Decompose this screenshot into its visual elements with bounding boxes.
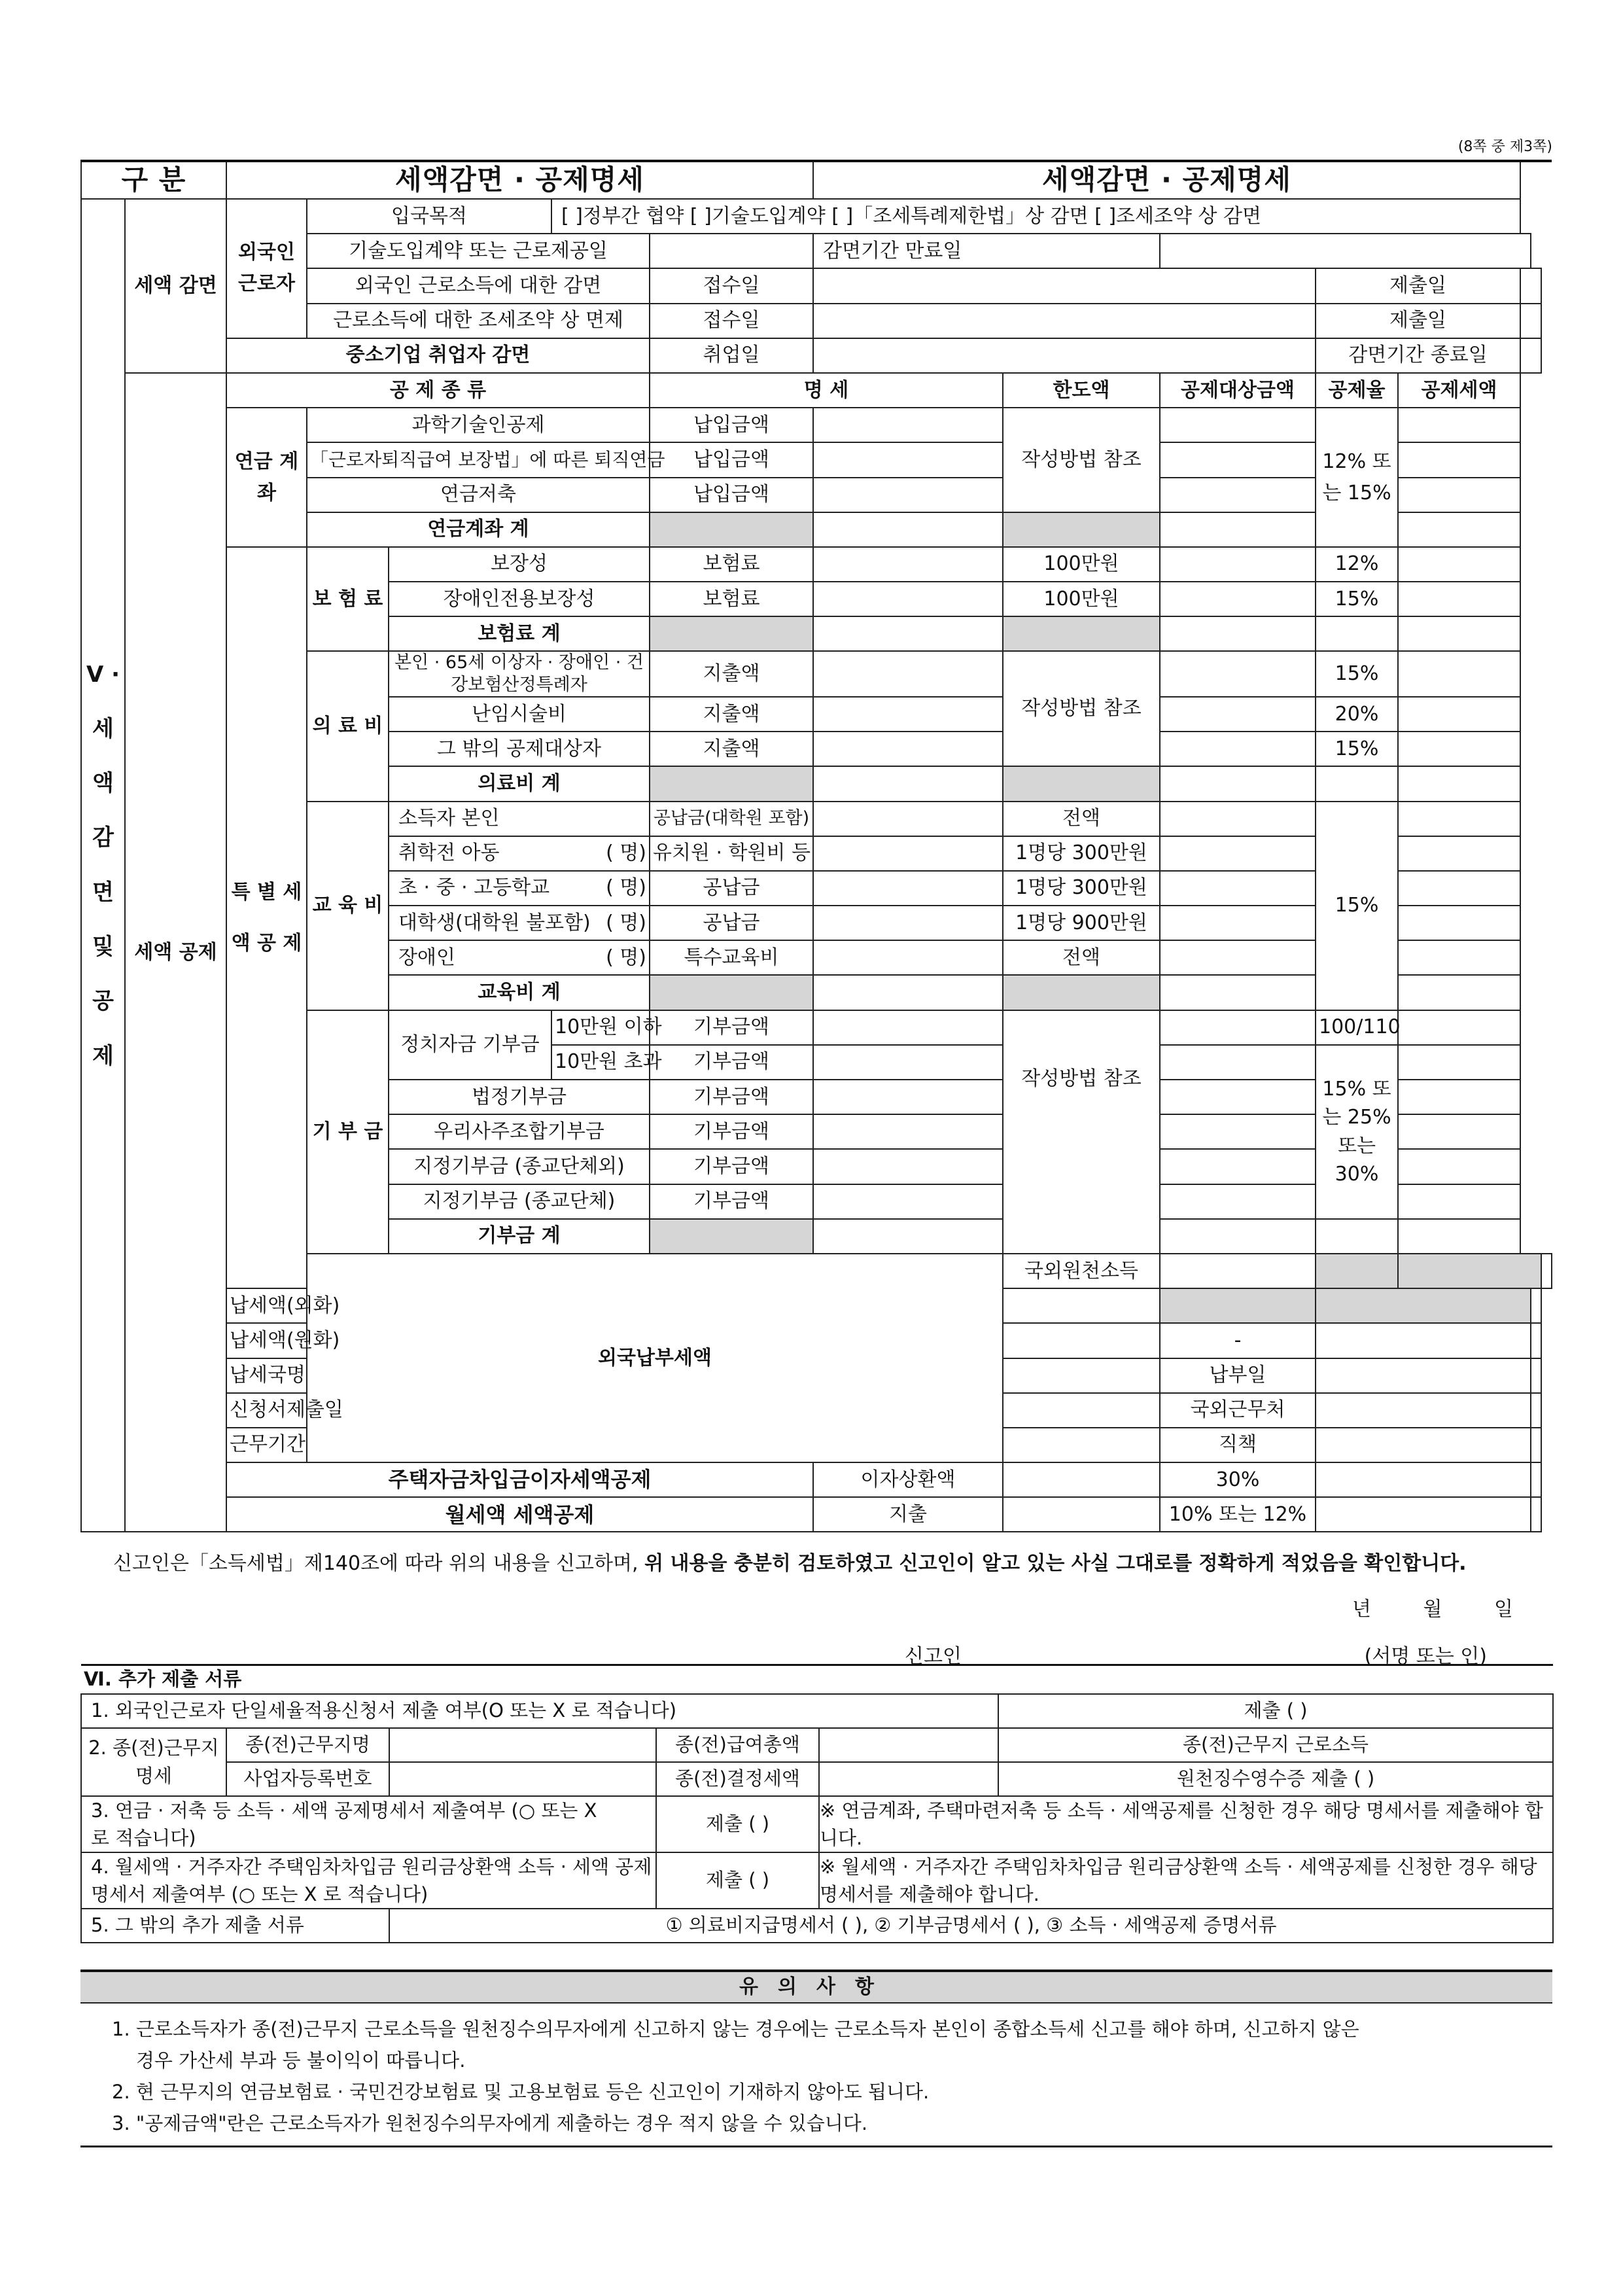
insurance-total-target[interactable] xyxy=(1160,616,1316,651)
insurance-total-amount[interactable] xyxy=(1398,616,1520,651)
r4-submit[interactable]: 제출 ( ) xyxy=(656,1852,819,1909)
rent-amount[interactable] xyxy=(1531,1497,1541,1532)
r2-right-line1: 종(전)근무지 근로소득 xyxy=(998,1728,1553,1762)
donation-amount-input[interactable] xyxy=(1398,1010,1520,1045)
grey-cell xyxy=(1003,766,1160,801)
signature-field[interactable]: (서명 또는 인) xyxy=(1364,1645,1487,1668)
rent-label: 월세액 세액공제 xyxy=(226,1497,813,1532)
foreign-tax-amount[interactable] xyxy=(1541,1254,1552,1288)
pension-row-name: 연금저축 xyxy=(307,478,650,512)
donation-amount-input[interactable] xyxy=(1398,1184,1520,1219)
note-item: 3. "공제금액"란은 근로소득자가 원천징수의무자에게 제출하는 경우 적지 않을 수 있습니다. xyxy=(112,2111,868,2134)
r3-note: ※ 연금계좌, 주택마련저축 등 소득 · 세액공제를 신청한 경우 해당 명세서를 제출해야 합니다. xyxy=(819,1796,1553,1852)
grey-cell xyxy=(650,975,813,1010)
income-reduction-label: 외국인 근로소득에 대한 감면 xyxy=(307,268,650,303)
pension-total-amount[interactable] xyxy=(1398,512,1520,547)
medical-row-name: 난임시술비 xyxy=(389,697,650,732)
education-row-input[interactable] xyxy=(813,802,1003,836)
grey-cell xyxy=(650,766,813,801)
foreign-tax-item: 국외원천소득 xyxy=(1003,1254,1160,1288)
insurance-row-rate: 15% xyxy=(1316,582,1398,616)
foreign-tax-limit: 직책 xyxy=(1160,1428,1316,1462)
donation-label: 기 부 금 xyxy=(307,1010,389,1254)
rent-limit: 10% 또는 12% xyxy=(1160,1497,1316,1532)
education-label: 교 육 비 xyxy=(307,802,389,1010)
donation-total-rate xyxy=(1316,1219,1398,1254)
pension-total-target[interactable] xyxy=(1160,512,1316,547)
housing-item: 이자상환액 xyxy=(813,1462,1003,1497)
donation-row-input[interactable] xyxy=(813,1184,1003,1219)
education-row-input[interactable] xyxy=(813,940,1003,975)
insurance-total-input[interactable] xyxy=(813,616,1003,651)
medical-amount-input[interactable] xyxy=(1398,732,1520,766)
education-total-label: 교육비 계 xyxy=(389,975,650,1010)
pension-amount-input[interactable] xyxy=(1398,442,1520,477)
pension-row-input[interactable] xyxy=(813,478,1003,512)
foreign-tax-value[interactable] xyxy=(1316,1358,1531,1393)
declarant-label: 신고인 xyxy=(905,1645,962,1668)
r1-label: 1. 외국인근로자 단일세율적용신청서 제출 여부(O 또는 X 로 적습니다) xyxy=(81,1694,998,1728)
insurance-label: 보 험 료 xyxy=(307,547,389,652)
education-row-item: 공납금(대학원 포함) xyxy=(650,802,813,836)
medical-row-rate: 15% xyxy=(1316,732,1398,766)
education-rate: 15% xyxy=(1316,802,1398,1010)
housing-input[interactable] xyxy=(1003,1462,1160,1497)
donation-target-input[interactable] xyxy=(1160,1080,1316,1114)
r2-right-line2[interactable]: 원천징수영수증 제출 ( ) xyxy=(998,1762,1553,1796)
political-row-item: 기부금액 xyxy=(650,1045,813,1080)
insurance-row-limit: 100만원 xyxy=(1003,582,1160,616)
pension-amount-input[interactable] xyxy=(1398,478,1520,512)
medical-total-rate xyxy=(1316,766,1398,801)
foreign-tax-input[interactable] xyxy=(1003,1323,1160,1358)
col-type: 공 제 종 류 xyxy=(226,373,650,408)
education-target-input[interactable] xyxy=(1160,940,1316,975)
education-row-limit: 1명당 300만원 xyxy=(1003,836,1160,871)
declaration-text-normal: 신고인은「소득세법」제140조에 따라 위의 내용을 신고하며, xyxy=(113,1552,638,1575)
medical-row-rate: 20% xyxy=(1316,697,1398,732)
pension-row-name: 「근로자퇴직급여 보장법」에 따른 퇴직연금 xyxy=(307,442,650,477)
education-row-name: 소득자 본인 xyxy=(389,802,650,836)
donation-amount-input[interactable] xyxy=(1398,1080,1520,1114)
donation-target-input[interactable] xyxy=(1160,1010,1316,1045)
tech-contract-input[interactable] xyxy=(650,234,813,268)
deduction-label: 세액 공제 xyxy=(125,373,226,1532)
reduction-end-input[interactable] xyxy=(1160,234,1531,268)
foreign-tax-item: 신청서제출일 xyxy=(226,1393,307,1428)
pension-row-item: 납입금액 xyxy=(650,478,813,512)
pension-row-input[interactable] xyxy=(813,442,1003,477)
pension-row-item: 납입금액 xyxy=(650,408,813,442)
page-number: (8쪽 중 제3쪽) xyxy=(1457,139,1552,155)
political-row-item: 기부금액 xyxy=(650,1010,813,1045)
grey-cell xyxy=(1316,1288,1531,1323)
medical-total-label: 의료비 계 xyxy=(389,766,650,801)
medical-target-input[interactable] xyxy=(1160,697,1316,732)
education-row-name: 대학생(대학원 불포함) xyxy=(389,906,551,940)
note-item: 경우 가산세 부과 등 불이익이 따릅니다. xyxy=(112,2049,466,2072)
foreign-tax-value[interactable] xyxy=(1316,1323,1531,1358)
grey-cell xyxy=(1160,1288,1316,1323)
rent-item: 지출 xyxy=(813,1497,1003,1532)
housing-label: 주택자금차입금이자세액공제 xyxy=(226,1462,813,1497)
education-row-item: 공납금 xyxy=(650,871,813,906)
education-total-amount[interactable] xyxy=(1398,975,1520,1010)
education-row-limit: 1명당 300만원 xyxy=(1003,871,1160,906)
medical-row-input[interactable] xyxy=(813,651,1003,697)
foreign-tax-item: 납세국명 xyxy=(226,1358,307,1393)
education-row-name: 장애인 xyxy=(389,940,551,975)
donation-row-input[interactable] xyxy=(813,1080,1003,1114)
foreign-tax-limit: - xyxy=(1160,1323,1316,1358)
tech-contract-label: 기술도입계약 또는 근로제공일 xyxy=(307,234,650,268)
prev-total-pay-label: 종(전)급여총액 xyxy=(656,1728,819,1762)
r2-label: 2. 종(전)근무지 명세 xyxy=(81,1728,226,1796)
donation-rate: 15% 또는 25% 또는 30% xyxy=(1316,1045,1398,1219)
education-amount-input[interactable] xyxy=(1398,802,1520,836)
foreign-worker-label: 외국인 근로자 xyxy=(226,199,307,338)
medical-row-name: 그 밖의 공제대상자 xyxy=(389,732,650,766)
foreign-tax-item: 납세액(외화) xyxy=(226,1288,307,1323)
notes xyxy=(80,1969,1552,2147)
medical-row-input[interactable] xyxy=(813,697,1003,732)
treaty-exemption-label: 근로소득에 대한 조세조약 상 면제 xyxy=(307,304,650,338)
foreign-tax-item: 근무기간 xyxy=(226,1428,307,1462)
insurance-amount-input[interactable] xyxy=(1398,582,1520,616)
receipt-date-input-2[interactable] xyxy=(813,304,1316,338)
foreign-tax-input[interactable] xyxy=(1003,1288,1160,1323)
prev-decided-tax-input[interactable] xyxy=(819,1762,998,1796)
foreign-tax-input[interactable] xyxy=(1003,1358,1160,1393)
education-row-item: 공납금 xyxy=(650,906,813,940)
medical-row-item: 지출액 xyxy=(650,651,813,697)
foreign-tax-input[interactable] xyxy=(1003,1393,1160,1428)
foreign-tax-limit: 납부일 xyxy=(1160,1358,1316,1393)
education-target-input[interactable] xyxy=(1160,836,1316,871)
grey-cell xyxy=(1003,975,1160,1010)
medical-row-rate: 15% xyxy=(1316,651,1398,697)
reduction-label: 세액 감면 xyxy=(125,199,226,373)
medical-row-item: 지출액 xyxy=(650,697,813,732)
political-donation-label: 정치자금 기부금 xyxy=(389,1010,551,1080)
donation-total-label: 기부금 계 xyxy=(389,1219,650,1254)
r3-submit[interactable]: 제출 ( ) xyxy=(656,1796,819,1852)
education-amount-input[interactable] xyxy=(1398,836,1520,871)
insurance-row-rate: 12% xyxy=(1316,547,1398,582)
header-division: 구 분 xyxy=(81,161,226,199)
donation-row-input[interactable] xyxy=(813,1149,1003,1184)
header-detail-right: 세액감면 · 공제명세 xyxy=(813,161,1520,199)
pension-target-input[interactable] xyxy=(1160,408,1316,442)
medical-label: 의 료 비 xyxy=(307,651,389,801)
education-target-input[interactable] xyxy=(1160,871,1316,906)
donation-amount-input[interactable] xyxy=(1398,1149,1520,1184)
medical-total-target[interactable] xyxy=(1160,766,1316,801)
entry-purpose-label: 입국목적 xyxy=(307,199,551,234)
donation-row-name: 우리사주조합기부금 xyxy=(389,1114,650,1149)
medical-amount-input[interactable] xyxy=(1398,651,1520,697)
education-row-count[interactable]: ( 명) xyxy=(551,871,650,906)
sme-label: 중소기업 취업자 감면 xyxy=(226,338,650,373)
donation-target-input[interactable] xyxy=(1160,1184,1316,1219)
medical-total-input[interactable] xyxy=(813,766,1003,801)
education-row-name: 초 · 중 · 고등학교 xyxy=(389,871,551,906)
insurance-amount-input[interactable] xyxy=(1398,547,1520,582)
foreign-tax-amount[interactable] xyxy=(1531,1428,1541,1462)
grey-cell xyxy=(1003,512,1160,547)
col-limit: 한도액 xyxy=(1003,373,1160,408)
foreign-tax-label: 외국납부세액 xyxy=(307,1254,1003,1462)
political-row-input[interactable] xyxy=(813,1045,1003,1080)
pension-amount-input[interactable] xyxy=(1398,408,1520,442)
pension-label: 연금 계좌 xyxy=(226,408,307,547)
donation-total-input[interactable] xyxy=(813,1219,1003,1254)
political-row-range: 10만원 초과 xyxy=(551,1045,650,1080)
prev-workplace-label: 종(전)근무지명 xyxy=(226,1728,389,1762)
bizno-label: 사업자등록번호 xyxy=(226,1762,389,1796)
education-row-count[interactable]: ( 명) xyxy=(551,940,650,975)
grey-cell xyxy=(650,512,813,547)
grey-cell xyxy=(1398,1254,1541,1288)
foreign-tax-input[interactable] xyxy=(1160,1254,1316,1288)
donation-row-name: 지정기부금 (종교단체) xyxy=(389,1184,650,1219)
pension-row-input[interactable] xyxy=(813,408,1003,442)
grey-cell xyxy=(1003,616,1160,651)
prev-workplace-input[interactable] xyxy=(389,1728,656,1762)
sme-end-label: 감면기간 종료일 xyxy=(1316,338,1520,373)
political-row-range: 10만원 이하 xyxy=(551,1010,650,1045)
header-detail-left: 세액감면 · 공제명세 xyxy=(226,161,813,199)
pension-target-input[interactable] xyxy=(1160,442,1316,477)
donation-amount-input[interactable] xyxy=(1398,1114,1520,1149)
employment-date-input[interactable] xyxy=(813,338,1316,373)
medical-amount-input[interactable] xyxy=(1398,697,1520,732)
housing-value[interactable] xyxy=(1316,1462,1531,1497)
pension-target-input[interactable] xyxy=(1160,478,1316,512)
housing-amount[interactable] xyxy=(1531,1462,1541,1497)
insurance-row-item: 보험료 xyxy=(650,582,813,616)
education-row-item: 특수교육비 xyxy=(650,940,813,975)
donation-target-input[interactable] xyxy=(1160,1114,1316,1149)
education-row-limit: 전액 xyxy=(1003,802,1160,836)
foreign-tax-item: 납세액(원화) xyxy=(226,1323,307,1358)
donation-row-item: 기부금액 xyxy=(650,1149,813,1184)
foreign-tax-value[interactable] xyxy=(1316,1393,1531,1428)
col-target: 공제대상금액 xyxy=(1160,373,1316,408)
political-row-input[interactable] xyxy=(813,1010,1003,1045)
grey-cell xyxy=(1316,1254,1398,1288)
education-amount-input[interactable] xyxy=(1398,906,1520,940)
education-row-count[interactable]: ( 명) xyxy=(551,906,650,940)
reduction-end-label: 감면기간 만료일 xyxy=(813,234,1160,268)
col-amount: 공제세액 xyxy=(1398,373,1520,408)
col-detail: 명 세 xyxy=(650,373,1003,408)
pension-total-input[interactable] xyxy=(813,512,1003,547)
education-amount-input[interactable] xyxy=(1398,871,1520,906)
r1-submit[interactable]: 제출 ( ) xyxy=(998,1694,1553,1728)
additional-documents-table xyxy=(80,1664,1554,1943)
insurance-row-input[interactable] xyxy=(813,547,1003,582)
r4-label: 4. 월세액 · 거주자간 주택임차차입금 원리금상환액 소득 · 세액 공제명세서 제출여부 (○ 또는 X 로 적습니다) xyxy=(81,1852,656,1909)
submit-date-input[interactable] xyxy=(1520,268,1541,303)
foreign-tax-value[interactable] xyxy=(1316,1428,1531,1462)
donation-total-amount[interactable] xyxy=(1398,1219,1520,1254)
insurance-target-input[interactable] xyxy=(1160,547,1316,582)
donation-row-name: 법정기부금 xyxy=(389,1080,650,1114)
education-row-input[interactable] xyxy=(813,871,1003,906)
pension-rate: 12% 또는 15% xyxy=(1316,408,1398,547)
pension-row-item: 납입금액 xyxy=(650,442,813,477)
medical-target-input[interactable] xyxy=(1160,732,1316,766)
bizno-input[interactable] xyxy=(389,1762,656,1796)
education-total-target[interactable] xyxy=(1160,975,1316,1010)
receipt-date-input[interactable] xyxy=(813,268,1316,303)
political-row-rate: 100/110 xyxy=(1316,1010,1398,1045)
r4-note: ※ 월세액 · 거주자간 주택임차차입금 원리금상환액 소득 · 세액공제를 신청한 경우 해당 명세서를 제출해야 합니다. xyxy=(819,1852,1553,1909)
education-row-name: 취학전 아동 xyxy=(389,836,551,871)
medical-row-input[interactable] xyxy=(813,732,1003,766)
notes-title: 유의사항 xyxy=(80,1969,1552,2004)
col-rate: 공제율 xyxy=(1316,373,1398,408)
donation-target-input[interactable] xyxy=(1160,1045,1316,1080)
medical-limit: 작성방법 참조 xyxy=(1003,651,1160,766)
rent-input[interactable] xyxy=(1003,1497,1160,1532)
notes-body xyxy=(80,2004,1552,2147)
reduction-deduction-table xyxy=(80,160,1552,1532)
education-amount-input[interactable] xyxy=(1398,940,1520,975)
special-deduction-label: 특 별 세 액 공 제 xyxy=(226,547,307,1288)
insurance-target-input[interactable] xyxy=(1160,582,1316,616)
submit-date-label-2: 제출일 xyxy=(1316,304,1520,338)
donation-amount-input[interactable] xyxy=(1398,1045,1520,1080)
pension-row-name: 과학기술인공제 xyxy=(307,408,650,442)
insurance-row-name: 보장성 xyxy=(389,547,650,582)
rent-value[interactable] xyxy=(1316,1497,1531,1532)
foreign-tax-amount[interactable] xyxy=(1531,1393,1541,1428)
medical-row-name: 본인 · 65세 이상자 · 장애인 · 건강보험산정특례자 xyxy=(389,651,650,697)
donation-row-item: 기부금액 xyxy=(650,1080,813,1114)
foreign-tax-limit: 국외근무처 xyxy=(1160,1393,1316,1428)
education-row-limit: 전액 xyxy=(1003,940,1160,975)
medical-target-input[interactable] xyxy=(1160,651,1316,697)
declaration-date[interactable]: 년 월 일 xyxy=(1352,1598,1513,1621)
donation-limit: 작성방법 참조 xyxy=(1003,1010,1160,1254)
section5-label: Ⅴ · 세 액 감 면 및 공 제 xyxy=(81,199,125,1532)
insurance-row-limit: 100만원 xyxy=(1003,547,1160,582)
note-item: 2. 현 근무지의 연금보험료 · 국민건강보험료 및 고용보험료 등은 신고인이 기재하지 않아도 됩니다. xyxy=(112,2080,930,2103)
education-target-input[interactable] xyxy=(1160,802,1316,836)
donation-total-target[interactable] xyxy=(1160,1219,1316,1254)
sme-end-input[interactable] xyxy=(1520,338,1541,373)
employment-date-label: 취업일 xyxy=(650,338,813,373)
medical-total-amount[interactable] xyxy=(1398,766,1520,801)
donation-row-input[interactable] xyxy=(813,1114,1003,1149)
insurance-row-input[interactable] xyxy=(813,582,1003,616)
education-row-count[interactable]: ( 명) xyxy=(551,836,650,871)
receipt-date-label: 접수일 xyxy=(650,268,813,303)
foreign-tax-amount[interactable] xyxy=(1531,1358,1541,1393)
donation-row-item: 기부금액 xyxy=(650,1184,813,1219)
insurance-total-rate xyxy=(1316,616,1398,651)
donation-target-input[interactable] xyxy=(1160,1149,1316,1184)
education-row-input[interactable] xyxy=(813,836,1003,871)
receipt-date-label-2: 접수일 xyxy=(650,304,813,338)
r5-items[interactable]: ① 의료비지급명세서 ( ), ② 기부금명세서 ( ), ③ 소득 · 세액공제 증명서류 xyxy=(389,1909,1553,1943)
foreign-tax-amount[interactable] xyxy=(1531,1323,1541,1358)
education-row-item: 유치원 · 학원비 등 xyxy=(650,836,813,871)
foreign-tax-amount[interactable] xyxy=(1531,1288,1541,1323)
note-item: 1. 근로소득자가 종(전)근무지 근로소득을 원천징수의무자에게 신고하지 않는 경우에는 근로소득자 본인이 종합소득세 신고를 해야 하며, 신고하지 않은 xyxy=(112,2018,1359,2040)
medical-row-item: 지출액 xyxy=(650,732,813,766)
grey-cell xyxy=(650,616,813,651)
donation-row-name: 지정기부금 (종교단체외) xyxy=(389,1149,650,1184)
submit-date-input-2[interactable] xyxy=(1520,304,1541,338)
pension-limit: 작성방법 참조 xyxy=(1003,408,1160,512)
declaration-text xyxy=(113,1547,1467,1576)
r5-label: 5. 그 밖의 추가 제출 서류 xyxy=(81,1909,389,1943)
donation-row-item: 기부금액 xyxy=(650,1114,813,1149)
pension-total-label: 연금계좌 계 xyxy=(307,512,650,547)
insurance-row-name: 장애인전용보장성 xyxy=(389,582,650,616)
entry-purpose-options[interactable]: [ ]정부간 협약 [ ]기술도입계약 [ ]「조세특례제한법」상 감면 [ ]조세조약 상 감면 xyxy=(551,199,1520,234)
insurance-total-label: 보험료 계 xyxy=(389,616,650,651)
housing-limit: 30% xyxy=(1160,1462,1316,1497)
submit-date-label: 제출일 xyxy=(1316,268,1520,303)
education-row-limit: 1명당 900만원 xyxy=(1003,906,1160,940)
education-row-input[interactable] xyxy=(813,906,1003,940)
education-target-input[interactable] xyxy=(1160,906,1316,940)
insurance-row-item: 보험료 xyxy=(650,547,813,582)
grey-cell xyxy=(650,1219,813,1254)
declaration-text-bold: 위 내용을 충분히 검토하였고 신고인이 알고 있는 사실 그대로를 정확하게 적었음을 확인합니다. xyxy=(644,1552,1467,1575)
section6-title: Ⅵ. 추가 제출 서류 xyxy=(81,1665,1553,1694)
r3-label: 3. 연금 · 저축 등 소득 · 세액 공제명세서 제출여부 (○ 또는 X 로 적습니다) xyxy=(81,1796,656,1852)
education-total-input[interactable] xyxy=(813,975,1003,1010)
foreign-tax-input[interactable] xyxy=(1003,1428,1160,1462)
prev-total-pay-input[interactable] xyxy=(819,1728,998,1762)
prev-decided-tax-label: 종(전)결정세액 xyxy=(656,1762,819,1796)
